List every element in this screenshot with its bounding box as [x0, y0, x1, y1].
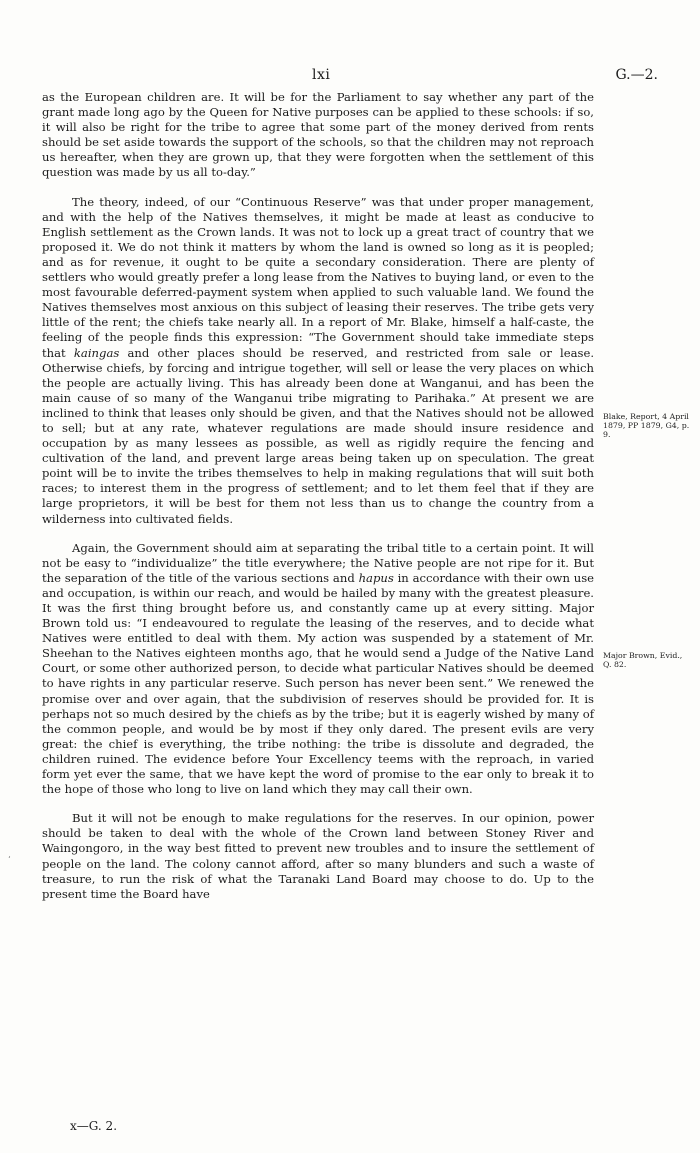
paragraph-2 — [42, 195, 594, 527]
paragraph-4: But it will not be enough to make regulations for the reserves. In our opinion, power should be taken to deal with the whole of the Crown land between Stoney River and Waingongoro, in the way best fitted to prevent new troubles and to insure the settlement of people on the land. The colony cannot afford, after so many blunders and such a waste of treasure, to run the risk of what the Taranaki Land Board may choose to do. Up to the present time the Board have — [42, 811, 594, 901]
paragraph-3-part-a: Again, the Government should aim at separating the tribal title to a certain point. It will not be easy to “individualize” the title everywhere; the Native people are not ripe for it. But the separation of the title of the various sections and — [42, 540, 594, 585]
printer-signature: x—G. 2. — [70, 1119, 118, 1133]
body-text — [42, 90, 594, 916]
document-code: G.—2. — [615, 67, 658, 83]
paragraph-3 — [42, 541, 594, 798]
kaingas-term: kaingas — [73, 345, 120, 360]
paragraph-1: as the European children are. It will be for the Parliament to say whether any part of the grant made long ago by the Queen for Native purposes can be applied to these schools: if so, it will also be right for the tribe to agree that some part of the money derived from rents should be set aside towards the support of the schools, so that the children may not reproach us hereafter, when they are grown up, that they were forgotten when the settlement of this question was made by us all to-day.” — [42, 90, 594, 180]
hapus-term: hapus — [358, 570, 394, 585]
margin-note-brown: Major Brown, Evid., Q. 82. — [603, 651, 683, 669]
paragraph-2-part-a: The theory, indeed, of our “Continuous Reserve” was that under proper management, and with the help of the Natives themselves, it might be made at least as conducive to English settlement as the Crown lands. It was not to lock up a great tract of country that we proposed it. We do not think it matters by whom the land is owned so long as it is peopled; and as for revenue, it ought to be quite a secondary consideration. There are plenty of settlers who would greatly prefer a long lease from the Natives to buying land, or even to the most favourable deferred-payment system when applied to such valuable land. We found the Natives themselves most anxious on this subject of leasing their reserves. The tribe gets very little of the rent; the chiefs take nearly all. In a report of Mr. Blake, himself a half-caste, the feeling of the people finds this expression: “The Government should take immediate steps that — [42, 194, 594, 360]
paragraph-2-part-b: and other places should be reserved, and restricted from sale or lease. Otherwise chiefs, by forcing and intrigue together, will sell or lease the very places on which the people are actually living. This has already been done at Wanganui, and has been the main cause of so many of the Wanganui tribe migrating to Parihaka.” At present we are inclined to think that leases only should be given, and that the Natives should not be allowed to sell; but at any rate, whatever regulations are made should insure residence and occupation by as many lessees as possible, as well as rigidly require the fencing and cultivation of the land, and prevent large areas being taken up on speculation. The great point will be to invite the tribes themselves to help in making regulations that will suit both races; to interest them in the progress of settlement; and to let them feel that if they are large proprietors, it will be best for them not less than us to change the country from a wilderness into cultivated fields. — [42, 345, 595, 526]
margin-note-blake: Blake, Report, 4 April 1879, PP 1879, G4, p. 9. — [603, 412, 690, 439]
stray-mark: ‘ — [8, 855, 11, 864]
paragraph-3-part-b: in accordance with their own use and occupation, is within our reach, and would be hailed by many with the greatest pleasure. It was the first thing brought before us, and constantly came up at every sitting. Major Brown told us: “I endeavoured to regulate the leasing of the reserves, and to decide what Natives were entitled to deal with them. My action was suspended by a statement of Mr. Sheehan to the Natives eighteen months ago, that he would send a Judge of the Native Land Court, or some other authorized person, to decide what particular Natives should be deemed to have rights in any particular reserve. Such person has never been sent.” We renewed the promise over and over again, that the subdivision of reserves should be provided for. It is perhaps not so much desired by the chiefs as by the tribe; but it is eagerly wished by many of the common people, and would be by most if they only dared. The present evils are very great: the chief is everything, the tribe nothing: the tribe is dissolute and degraded, the children ruined. The evidence before Your Excellency teems with the reproach, in varied form yet ever the same, that we have kept the word of promise to the ear only to break it to the hope of those who long to live on land which they may call their own. — [42, 570, 595, 797]
page-number: lxi — [312, 67, 331, 83]
